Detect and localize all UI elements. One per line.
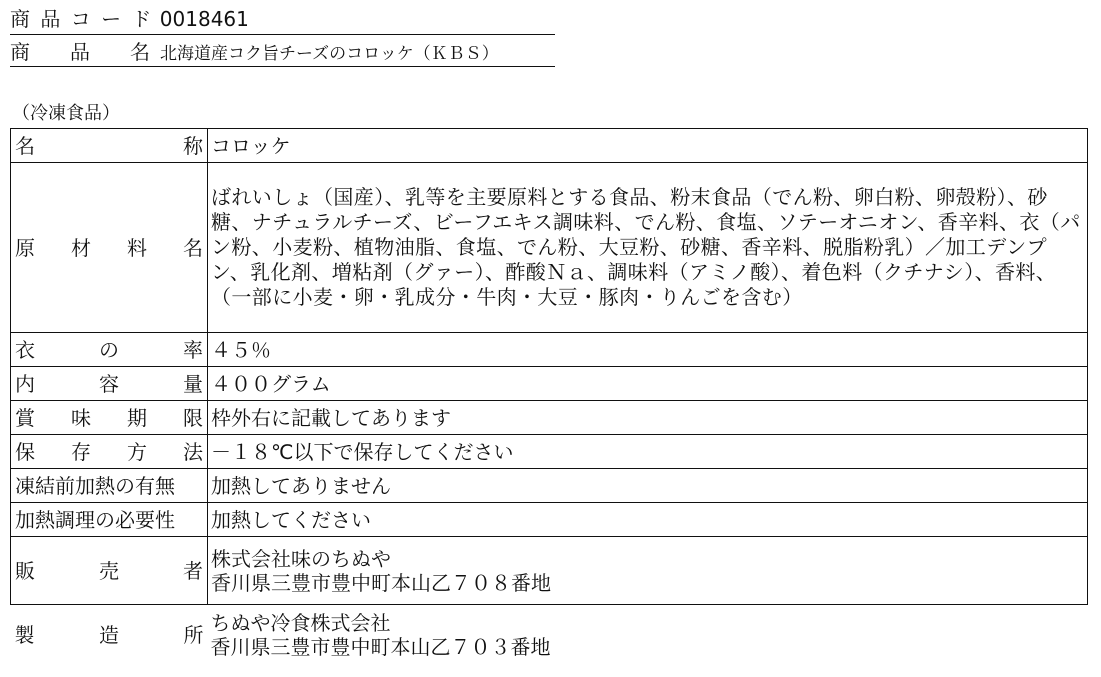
spec-row xyxy=(11,537,1088,605)
spec-row-key-char: 名 xyxy=(15,133,35,158)
spec-row-key-text xyxy=(15,338,203,362)
spec-row-key-char: 料 xyxy=(127,235,147,260)
spec-row-key-char: 量 xyxy=(183,371,203,396)
spec-row xyxy=(11,367,1088,401)
spec-row-value-line: ４５％ xyxy=(211,337,271,362)
spec-row-key xyxy=(11,163,208,333)
spec-row-key-char: 材 xyxy=(71,235,91,260)
product-code-value: 0018461 xyxy=(159,7,249,31)
spec-row-value-line: 加熱してありません xyxy=(211,473,391,498)
spec-row-key-char: 原 xyxy=(15,235,35,260)
spec-row-key-text xyxy=(15,474,203,498)
spec-row-key-char: 率 xyxy=(183,337,203,362)
spec-row xyxy=(11,503,1088,537)
spec-row-value-line: コロッケ xyxy=(211,133,291,158)
spec-row xyxy=(11,401,1088,435)
spec-row-value xyxy=(208,401,1088,435)
spec-row-value-line: 香川県三豊市豊中町本山乙７０８番地 xyxy=(211,570,551,595)
spec-row-key-char: 容 xyxy=(99,371,119,396)
product-name-value: 北海道産コク旨チーズのコロッケ（ＫＢＳ） xyxy=(160,44,499,64)
spec-table xyxy=(10,128,1088,665)
spec-row-value-line: 香川県三豊市豊中町本山乙７０３番地 xyxy=(210,634,551,659)
spec-row-key-text xyxy=(15,236,203,260)
spec-row-key-text xyxy=(15,440,203,464)
spec-row-key xyxy=(11,129,208,163)
product-name-line xyxy=(10,40,555,67)
spec-row-key-char: 存 xyxy=(71,439,91,464)
spec-row xyxy=(11,333,1088,367)
spec-row xyxy=(11,469,1088,503)
spec-row xyxy=(11,435,1088,469)
spec-row-value xyxy=(208,333,1088,367)
spec-row-key-char: 造 xyxy=(99,622,119,647)
spec-row-key-char: 名 xyxy=(183,235,203,260)
spec-row-key-char: の xyxy=(99,337,119,362)
spec-row-value-line: 株式会社味のちぬや xyxy=(211,546,391,571)
spec-row-value xyxy=(208,129,1088,163)
product-name-label: 商 品 名 xyxy=(10,40,150,64)
spec-row-value-line: ４００グラム xyxy=(211,371,331,396)
spec-row-key xyxy=(11,435,208,469)
spec-row-key-text xyxy=(15,559,203,583)
spec-row-key-text xyxy=(15,134,203,158)
spec-row-value xyxy=(208,367,1088,401)
spec-row-value-line: ちぬや冷食株式会社 xyxy=(210,610,391,635)
spec-row-key xyxy=(11,469,208,503)
spec-row-value xyxy=(208,435,1088,469)
spec-row-key-char: 加熱調理の必要性 xyxy=(15,507,175,532)
spec-row-key xyxy=(11,333,208,367)
spec-row-key xyxy=(11,537,208,605)
spec-row-key xyxy=(11,367,208,401)
spec-row-key-char: 味 xyxy=(71,405,91,430)
spec-row-value xyxy=(208,163,1088,333)
spec-row-key-text xyxy=(15,508,203,532)
spec-row-key-char: 販 xyxy=(15,558,35,583)
spec-row-value-line: ばれいしょ（国産）、乳等を主要原料とする食品、粉末食品（でん粉、卵白粉、卵殻粉）、砂糖、ナチュラルチーズ、ビーフエキス調味料、でん粉、食塩、ソテーオニオン、香辛料、衣（パン粉、小麦粉、植物油脂、食塩、でん粉、大豆粉、砂糖、香辛料、脱脂粉乳）／加工デンプン、乳化剤、増粘剤（グァー）、酢酸Ｎａ、調味料（アミノ酸）、着色料（クチナシ）、香料、（一部に小麦・卵・乳成分・牛肉・大豆・豚肉・りんごを含む） xyxy=(211,185,1081,309)
spec-row-key xyxy=(11,401,208,435)
spec-table-body xyxy=(11,129,1088,665)
spec-row-value xyxy=(208,469,1088,503)
spec-row xyxy=(11,163,1088,333)
spec-row-key-char: 賞 xyxy=(15,405,35,430)
category-label: （冷凍食品） xyxy=(12,103,120,124)
spec-row-value-line: 加熱してください xyxy=(211,507,371,532)
spec-row-key-char: 凍結前加熱の有無 xyxy=(15,473,175,498)
spec-row-value-line: －１８℃以下で保存してください xyxy=(211,439,514,464)
product-code-label: 商 品 コ ー ド xyxy=(10,7,154,31)
spec-row xyxy=(11,129,1088,163)
spec-row-key xyxy=(11,503,208,537)
spec-row-key-text xyxy=(15,372,203,396)
spec-row-key-char: 方 xyxy=(127,439,147,464)
spec-row-value-line: 枠外右に記載してあります xyxy=(211,405,451,430)
spec-row-key xyxy=(11,605,208,665)
spec-row-key-char: 保 xyxy=(15,439,35,464)
spec-row-key-char: 衣 xyxy=(15,337,35,362)
spec-row-value xyxy=(208,503,1088,537)
spec-row-key-char: 期 xyxy=(127,405,147,430)
spec-row-value xyxy=(208,537,1088,605)
spec-row-key-char: 法 xyxy=(183,439,203,464)
spec-row xyxy=(11,605,1088,665)
spec-row-key-char: 製 xyxy=(14,622,35,647)
spec-row-key-text xyxy=(15,406,203,430)
spec-row-key-char: 限 xyxy=(183,405,203,430)
spec-row-key-char: 称 xyxy=(183,133,203,158)
spec-row-value xyxy=(208,605,1088,665)
spec-row-key-char: 所 xyxy=(183,622,204,647)
product-code-line xyxy=(10,7,555,35)
spec-row-key-text xyxy=(15,623,204,647)
spec-row-key-char: 内 xyxy=(15,371,35,396)
spec-row-key-char: 売 xyxy=(99,558,119,583)
spec-row-key-char: 者 xyxy=(183,558,203,583)
